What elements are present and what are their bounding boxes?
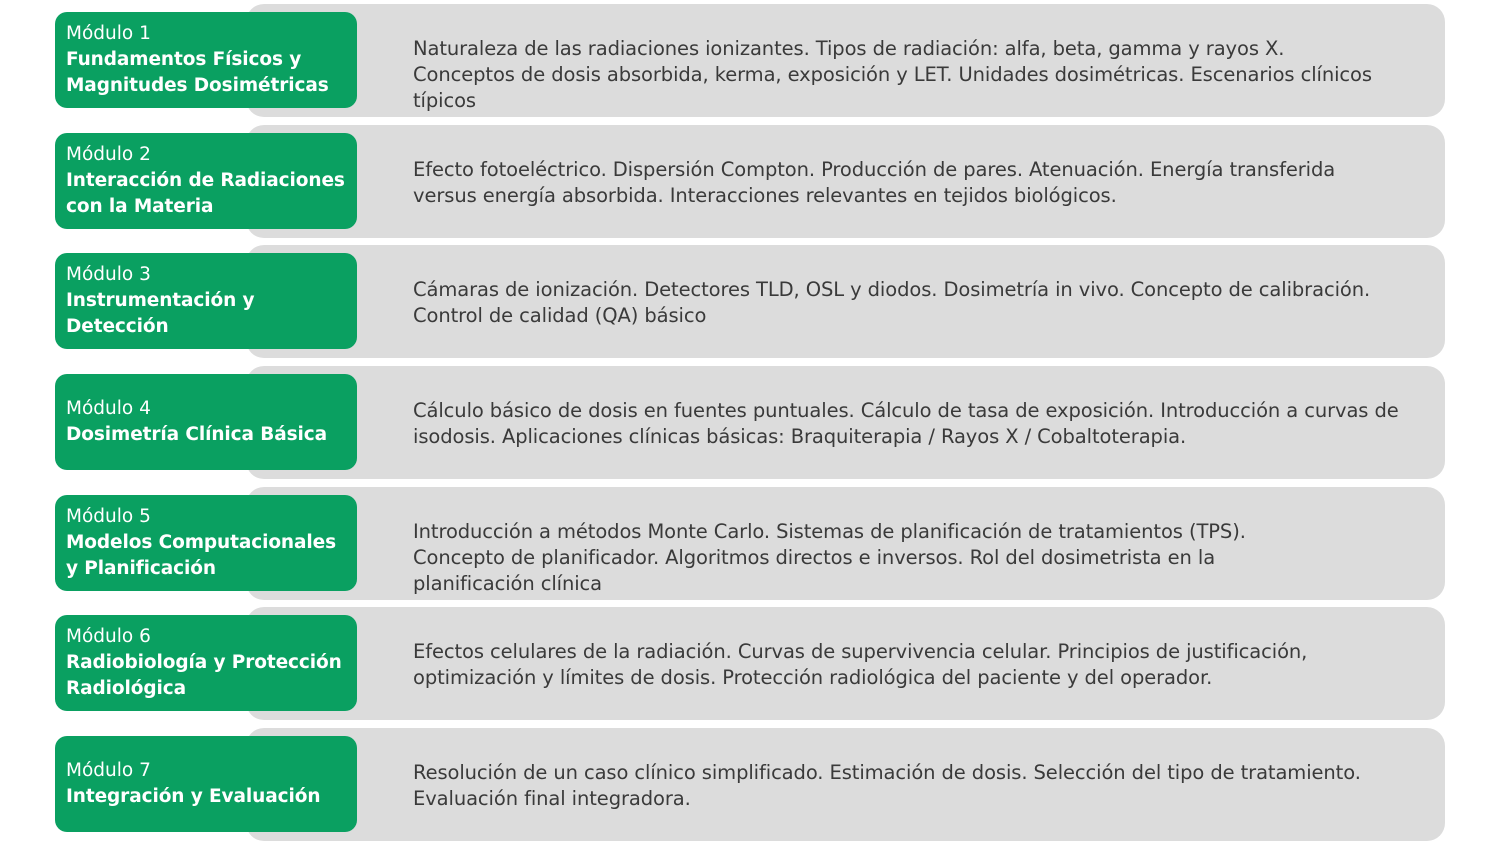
module-number: Módulo 5 [66,506,151,527]
module-title: Integración y Evaluación [66,786,321,807]
module-title: Instrumentación y Detección [66,290,255,337]
module-badge [55,253,357,349]
module-description: Resolución de un caso clínico simplificado. Estimación de dosis. Selección del tipo de tratamiento. Evaluación final integradora. [413,761,1361,810]
module-number: Módulo 4 [66,398,151,419]
module-number: Módulo 6 [66,626,151,647]
module-title: Modelos Computacionales y Planificación [66,532,336,579]
module-row [0,4,1500,120]
module-description: Cámaras de ionización. Detectores TLD, OSL y diodos. Dosimetría in vivo. Concepto de calibración. Control de calidad (QA) básico [413,278,1371,327]
module-badge [55,615,357,711]
module-title: Radiobiología y Protección Radiológica [66,652,342,699]
module-badge [55,12,357,108]
module-description: Efecto fotoeléctrico. Dispersión Compton. Producción de pares. Atenuación. Energía transferida versus energía absorbida. Interacciones relevantes en tejidos biológicos. [413,158,1336,207]
module-row [0,728,1500,844]
module-badge [55,736,357,832]
module-badge [55,374,357,470]
module-title: Fundamentos Físicos y Magnitudes Dosimétricas [66,49,329,96]
module-row [0,607,1500,723]
module-title: Interacción de Radiaciones con la Materia [66,170,345,217]
module-row [0,487,1500,603]
module-number: Módulo 3 [66,264,151,285]
module-number: Módulo 1 [66,23,151,44]
module-description: Cálculo básico de dosis en fuentes puntuales. Cálculo de tasa de exposición. Introducción a curvas de isodosis. Aplicaciones clínicas básicas: Braquiterapia / Rayos X / Cobaltoterapia. [413,399,1399,448]
module-title: Dosimetría Clínica Básica [66,424,328,445]
module-row [0,366,1500,482]
module-number: Módulo 2 [66,144,151,165]
module-badge [55,133,357,229]
module-description: Naturaleza de las radiaciones ionizantes. Tipos de radiación: alfa, beta, gamma y rayos X. Conceptos de dosis absorbida, kerma, exposición y LET. Unidades dosimétricas. Escenarios clínicos típicos [413,37,1372,112]
module-number: Módulo 7 [66,760,151,781]
module-row [0,125,1500,241]
module-row [0,245,1500,361]
module-badge [55,495,357,591]
module-description: Introducción a métodos Monte Carlo. Sistemas de planificación de tratamientos (TPS). Concepto de planificador. Algoritmos directos e inversos. Rol del dosimetrista en la planificación clínica [413,520,1246,595]
module-description: Efectos celulares de la radiación. Curvas de supervivencia celular. Principios de justificación, optimización y límites de dosis. Protección radiológica del paciente y del operador. [413,640,1308,689]
